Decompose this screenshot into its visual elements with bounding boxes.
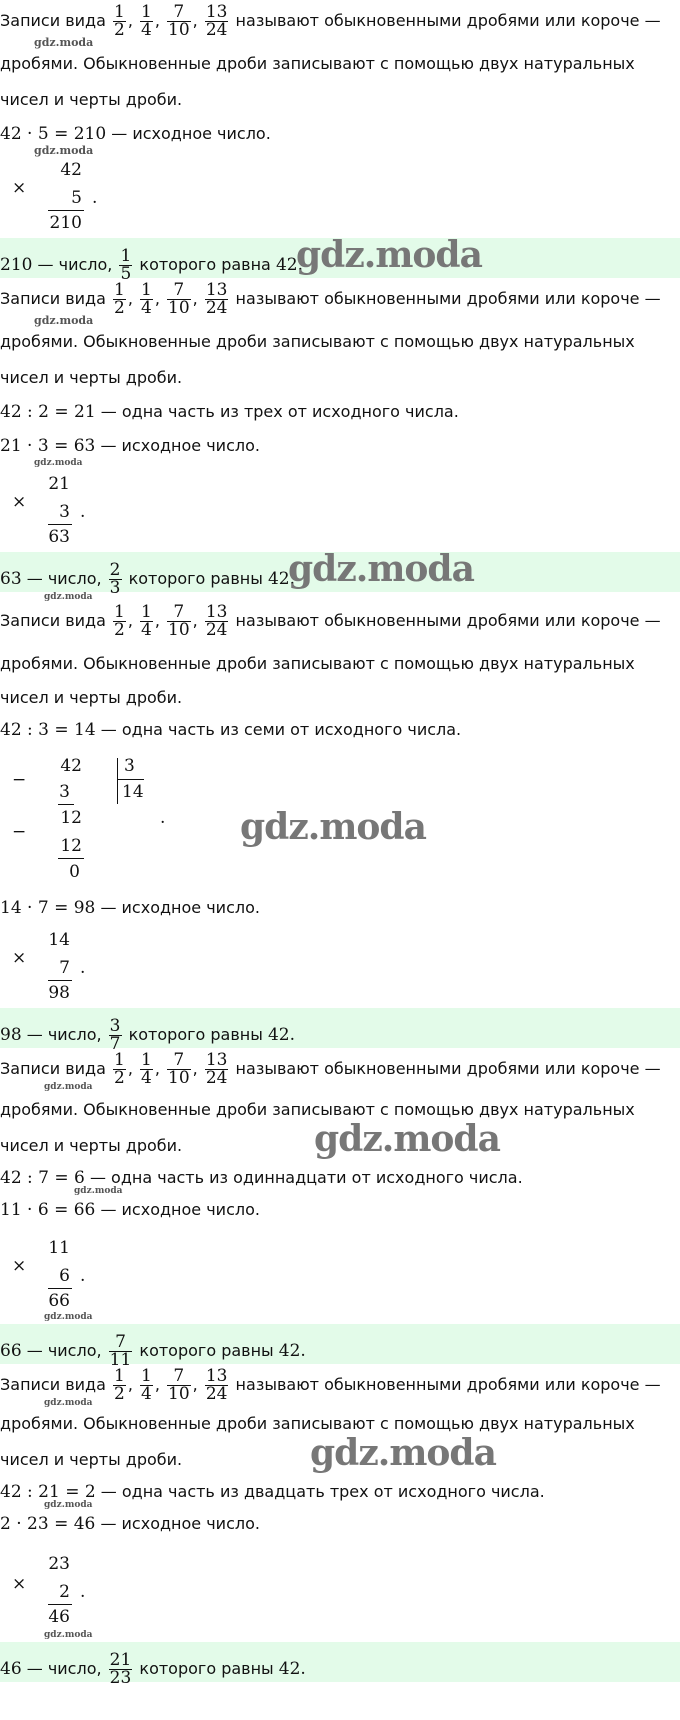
- intro-line-1: Записи вида $\frac{1}{2}$ , $\frac{1}{4}$ , $\frac{7}{10}$ , $\frac{13}{24}$ называют обыкновенными дробями или короче —: [0, 602, 661, 640]
- watermark-small: gdz.moda: [34, 314, 94, 327]
- mult-result: 210: [49, 213, 82, 233]
- mult-rule: [48, 210, 84, 211]
- mult-operand-a: 14: [48, 930, 70, 950]
- intro-line-3: чисел и черты дроби.: [0, 688, 183, 707]
- division-minus: −: [12, 770, 27, 790]
- watermark-big: gdz.moda: [288, 548, 474, 590]
- mult-sign: ×: [12, 492, 27, 512]
- watermark-small: gdz.moda: [34, 144, 94, 157]
- fraction: $\frac{2}{3}$: [109, 560, 121, 598]
- watermark-small: gdz.moda: [44, 1398, 93, 1408]
- fraction: $\frac{1}{2}$: [114, 280, 125, 318]
- fraction: $\frac{7}{10}$: [168, 1366, 190, 1404]
- intro-line-1: Записи вида $\frac{1}{2}$ , $\frac{1}{4}$ , $\frac{7}{10}$ , $\frac{13}{24}$ называют обыкновенными дробями или короче —: [0, 280, 661, 318]
- step-line: 42 : 2 = 21 — одна часть из трех от исходного числа.: [0, 402, 459, 422]
- mult-dot: .: [80, 958, 86, 978]
- watermark-small: gdz.moda: [44, 1630, 93, 1640]
- fraction: $\frac{21}{23}$: [109, 1650, 132, 1688]
- fraction: $\frac{13}{24}$: [205, 1050, 228, 1088]
- fraction: $\frac{1}{4}$: [141, 1366, 152, 1404]
- step-line: 14 · 7 = 98 — исходное число.: [0, 898, 260, 918]
- watermark-big: gdz.moda: [310, 1432, 496, 1474]
- intro-line-2: дробями. Обыкновенные дроби записывают с помощью двух натуральных: [0, 654, 635, 673]
- mult-sign: ×: [12, 948, 27, 968]
- answer-highlight: [0, 1008, 680, 1054]
- watermark-small: gdz.moda: [74, 1186, 123, 1196]
- intro-line-2: дробями. Обыкновенные дроби записывают с помощью двух натуральных: [0, 1100, 635, 1119]
- mult-operand-b: 7: [59, 958, 70, 978]
- fraction: $\frac{1}{2}$: [114, 1366, 125, 1404]
- mult-operand-a: 21: [48, 474, 70, 494]
- fraction: $\frac{7}{11}$: [109, 1332, 132, 1370]
- division-minus: −: [12, 822, 27, 842]
- division-vertical-rule: [117, 758, 118, 804]
- division-subtrahend: 12: [60, 836, 82, 856]
- fraction: $\frac{1}{4}$: [141, 280, 152, 318]
- division-rule: [118, 779, 144, 780]
- intro-line-3: чисел и черты дроби.: [0, 1136, 183, 1155]
- mult-operand-a: 23: [48, 1554, 70, 1574]
- fraction: $\frac{1}{2}$: [114, 2, 125, 40]
- answer-highlight: [0, 548, 680, 598]
- mult-dot: .: [80, 502, 86, 522]
- step-line: 42 : 7 = 6 — одна часть из одиннадцати от исходного числа.: [0, 1168, 523, 1188]
- intro-line-3: чисел и черты дроби.: [0, 1450, 183, 1469]
- step-line: 42 : 21 = 2 — одна часть из двадцать трех от исходного числа.: [0, 1482, 545, 1502]
- mult-sign: ×: [12, 178, 27, 198]
- mult-operand-a: 11: [48, 1238, 70, 1258]
- step-line: 2 · 23 = 46 — исходное число.: [0, 1514, 260, 1534]
- fraction: $\frac{13}{24}$: [205, 280, 228, 318]
- fraction: $\frac{13}{24}$: [205, 602, 228, 640]
- mult-sign: ×: [12, 1574, 27, 1594]
- intro-line-1: Записи вида $\frac{1}{2}$ , $\frac{1}{4}$ , $\frac{7}{10}$ , $\frac{13}{24}$ называют обыкновенными дробями или короче —: [0, 1050, 661, 1088]
- watermark-small: gdz.moda: [44, 592, 93, 602]
- step-line: 21 · 3 = 63 — исходное число.: [0, 436, 260, 456]
- answer-line: 98 — число, $\frac{3}{7}$ которого равны 42.: [0, 1016, 296, 1054]
- mult-operand-b: 6: [59, 1266, 70, 1286]
- mult-result: 66: [48, 1291, 70, 1311]
- mult-dot: .: [80, 1582, 86, 1602]
- division-rule: [58, 804, 74, 805]
- fraction: $\frac{7}{10}$: [168, 280, 190, 318]
- mult-operand-b: 3: [59, 502, 70, 522]
- watermark-small: gdz.moda: [34, 36, 94, 49]
- mult-result: 63: [48, 527, 70, 547]
- mult-sign: ×: [12, 1256, 27, 1276]
- mult-rule: [48, 1288, 72, 1289]
- watermark-small: gdz.moda: [34, 458, 83, 468]
- step-line: 11 · 6 = 66 — исходное число.: [0, 1200, 260, 1220]
- fraction: $\frac{13}{24}$: [205, 1366, 228, 1404]
- mult-result: 98: [48, 983, 70, 1003]
- answer-highlight: [0, 1642, 680, 1688]
- fraction: $\frac{7}{10}$: [168, 602, 190, 640]
- answer-highlight: [0, 1324, 680, 1370]
- division-quotient: 14: [122, 782, 144, 802]
- fraction: $\frac{3}{7}$: [109, 1016, 121, 1054]
- mult-operand-b: 5: [71, 188, 82, 208]
- mult-result: 46: [48, 1607, 70, 1627]
- mult-dot: .: [80, 1266, 86, 1286]
- intro-line-1: Записи вида $\frac{1}{2}$ , $\frac{1}{4}$ , $\frac{7}{10}$ , $\frac{13}{24}$ называют обыкновенными дробями или короче —: [0, 1366, 661, 1404]
- answer-highlight: [0, 234, 680, 284]
- mult-operand-b: 2: [59, 1582, 70, 1602]
- intro-line-2: дробями. Обыкновенные дроби записывают с помощью двух натуральных: [0, 54, 635, 73]
- fraction: $\frac{1}{5}$: [120, 246, 132, 284]
- answer-line: 210 — число, $\frac{1}{5}$ которого равна 42.: [0, 246, 303, 284]
- division-dot: .: [160, 808, 166, 828]
- division-dividend: 42: [60, 756, 82, 776]
- intro-line-3: чисел и черты дроби.: [0, 90, 183, 109]
- fraction: $\frac{1}{2}$: [114, 1050, 125, 1088]
- intro-line-3: чисел и черты дроби.: [0, 368, 183, 387]
- watermark-big: gdz.moda: [314, 1118, 500, 1160]
- mult-dot: .: [92, 188, 98, 208]
- step-line: 42 · 5 = 210 — исходное число.: [0, 124, 271, 144]
- fraction: $\frac{1}{4}$: [141, 602, 152, 640]
- fraction: $\frac{7}{10}$: [168, 1050, 190, 1088]
- mult-rule: [48, 980, 72, 981]
- answer-line: 66 — число, $\frac{7}{11}$ которого равны 42.: [0, 1332, 306, 1370]
- watermark-small: gdz.moda: [44, 1500, 93, 1510]
- mult-rule: [48, 524, 72, 525]
- answer-line: 63 — число, $\frac{2}{3}$ которого равны 42.: [0, 560, 296, 598]
- fraction: $\frac{1}{4}$: [141, 1050, 152, 1088]
- step-line: 42 : 3 = 14 — одна часть из семи от исходного числа.: [0, 720, 462, 740]
- intro-line-2: дробями. Обыкновенные дроби записывают с помощью двух натуральных: [0, 332, 635, 351]
- fraction: $\frac{1}{2}$: [114, 602, 125, 640]
- watermark-big: gdz.moda: [296, 234, 482, 276]
- division-rule: [58, 858, 84, 859]
- fraction: $\frac{13}{24}$: [205, 2, 228, 40]
- division-remainder: 12: [60, 808, 82, 828]
- watermark-big: gdz.moda: [240, 806, 426, 848]
- intro-line-1: Записи вида $\frac{1}{2}$ , $\frac{1}{4}$ , $\frac{7}{10}$ , $\frac{13}{24}$ называют обыкновенными дробями или короче —: [0, 2, 661, 40]
- watermark-small: gdz.moda: [44, 1082, 93, 1092]
- answer-line: 46 — число, $\frac{21}{23}$ которого равны 42.: [0, 1650, 306, 1688]
- intro-line-2: дробями. Обыкновенные дроби записывают с помощью двух натуральных: [0, 1414, 635, 1433]
- division-divisor: 3: [124, 756, 135, 776]
- division-remainder: 0: [69, 862, 80, 882]
- fraction: $\frac{1}{4}$: [141, 2, 152, 40]
- watermark-small: gdz.moda: [44, 1312, 93, 1322]
- mult-rule: [48, 1604, 72, 1605]
- fraction: $\frac{7}{10}$: [168, 2, 190, 40]
- division-subtrahend: 3: [59, 782, 70, 802]
- mult-operand-a: 42: [60, 160, 82, 180]
